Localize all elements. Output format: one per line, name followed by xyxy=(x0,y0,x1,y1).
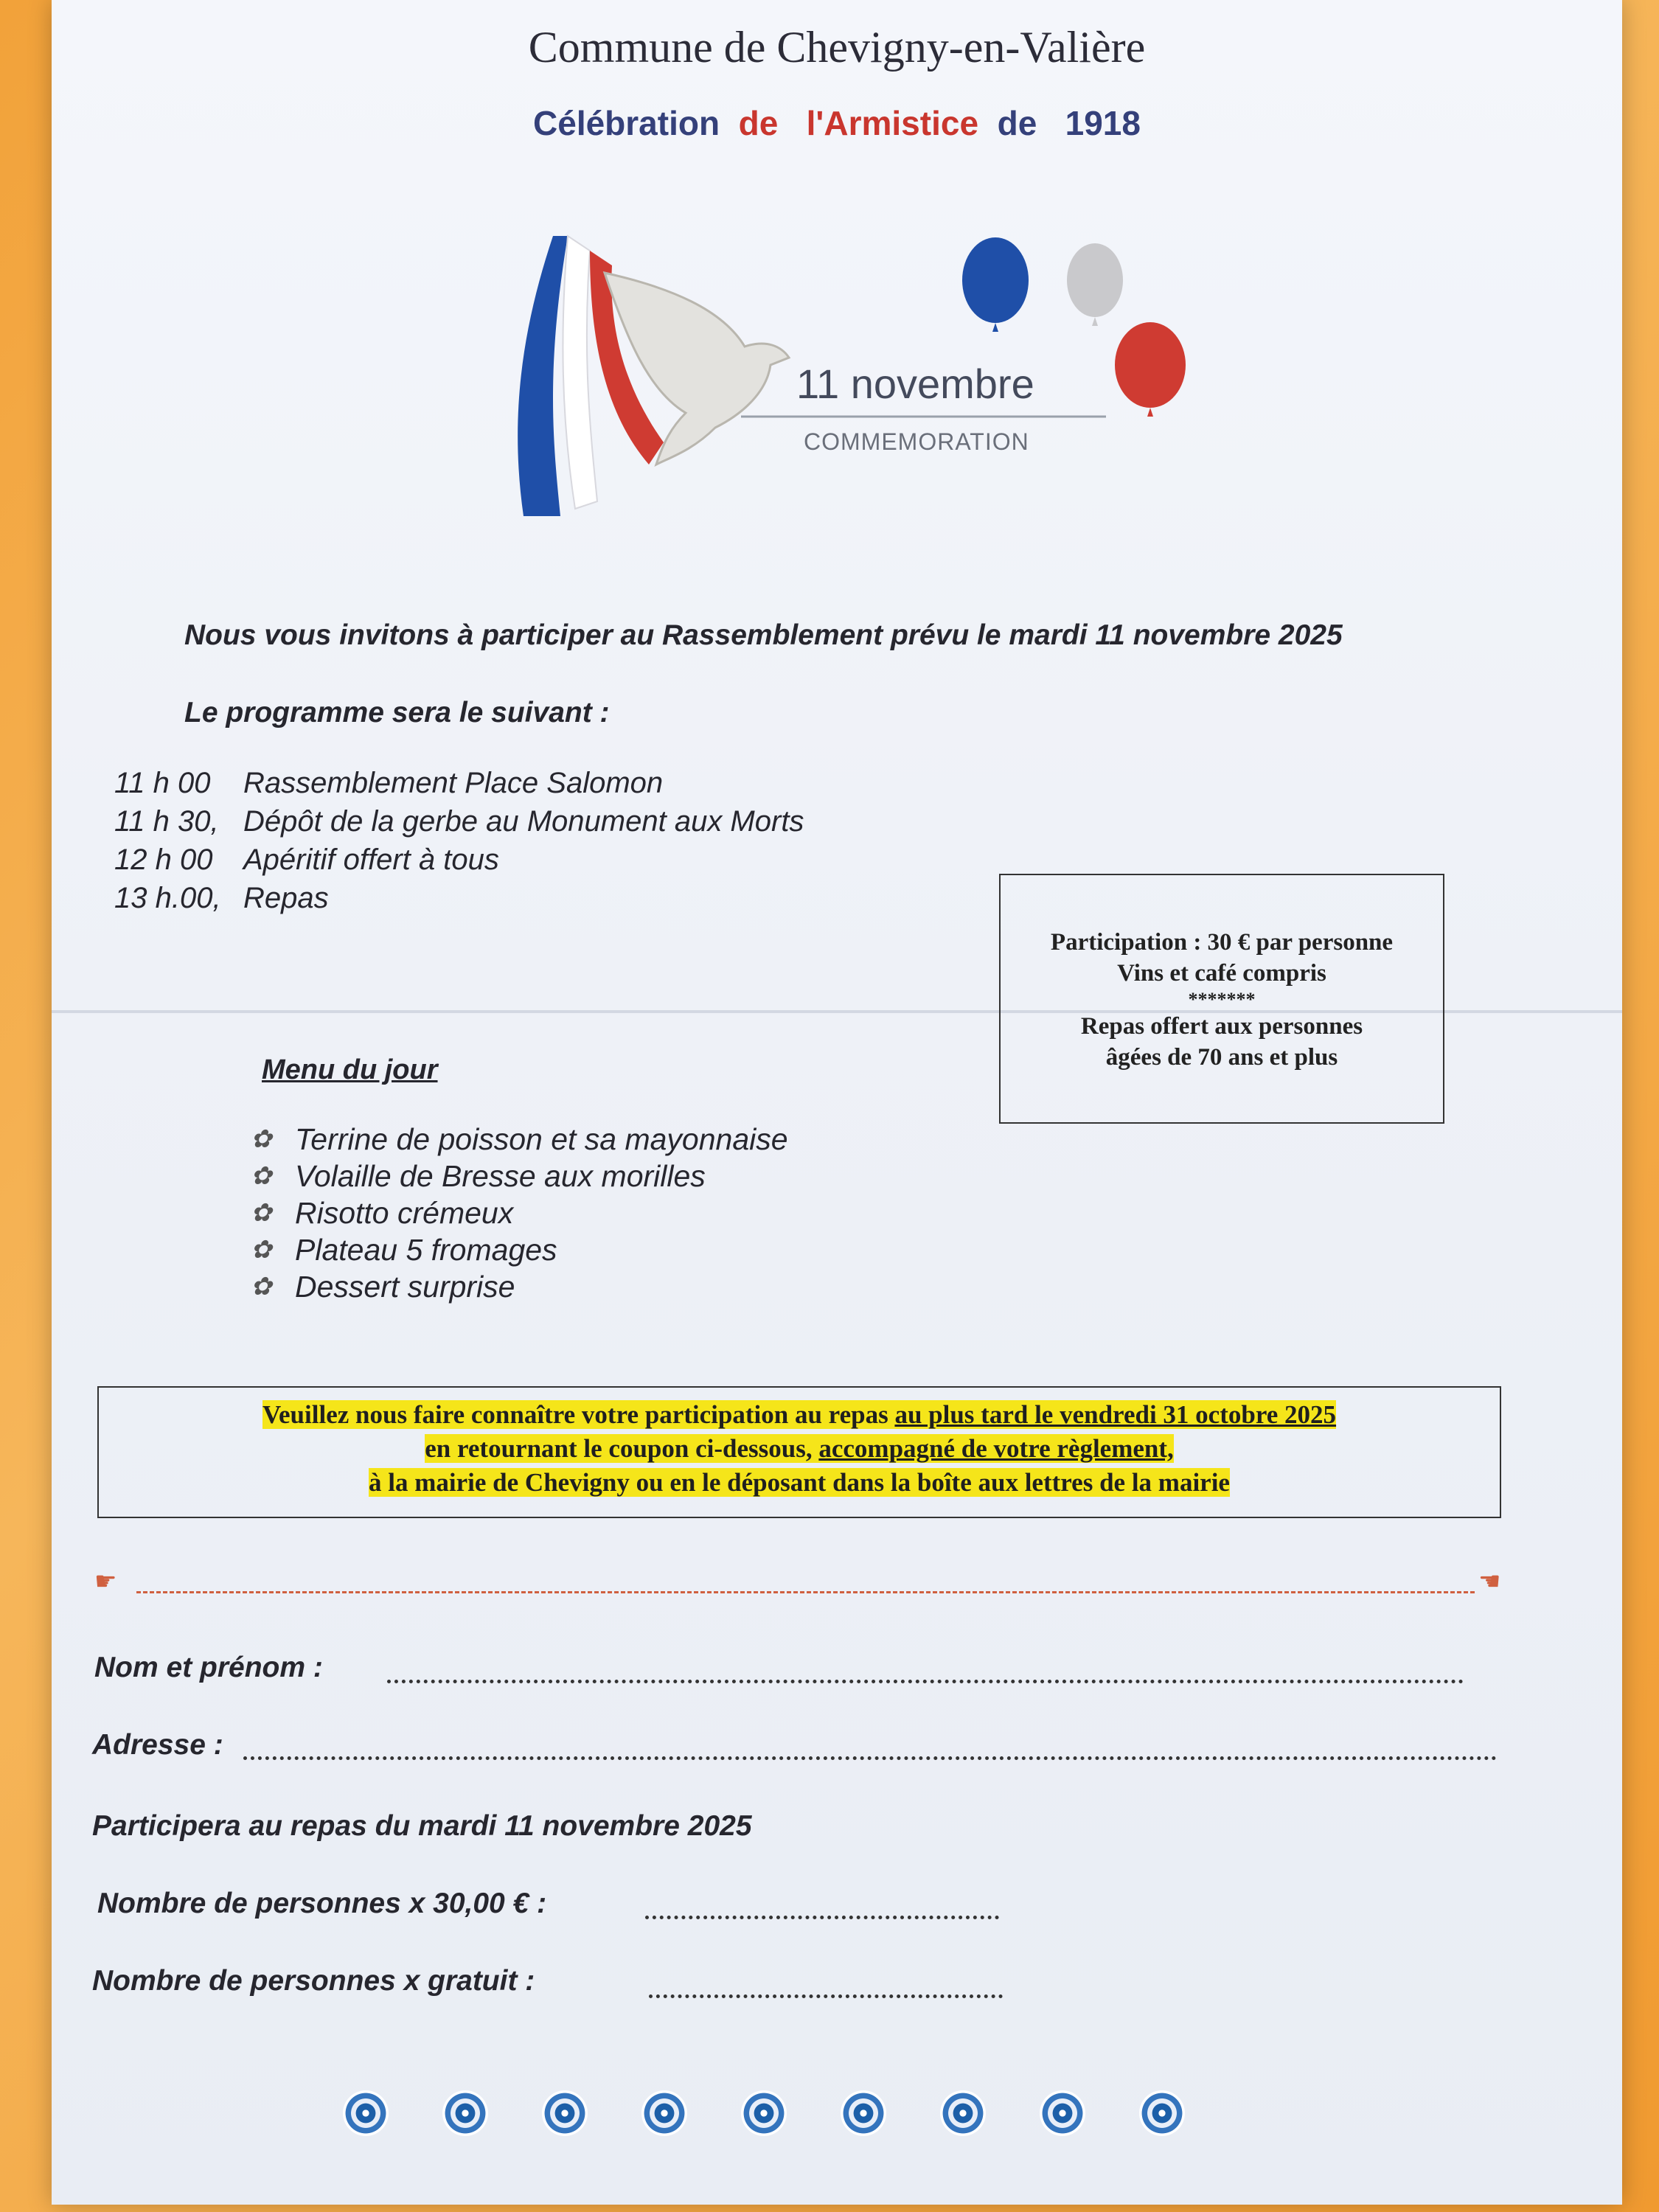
flower-bullet-icon: ✿ xyxy=(251,1125,272,1153)
balloon-blue-icon xyxy=(962,237,1029,323)
program-activity: Repas xyxy=(243,882,329,914)
notice-payment: accompagné de votre règlement, xyxy=(818,1434,1174,1463)
logo-date: 11 novembre xyxy=(796,361,1034,407)
balloon-silver-icon xyxy=(1067,243,1123,317)
flower-bullet-icon: ✿ xyxy=(251,1236,272,1264)
flower-bullet-icon: ✿ xyxy=(251,1199,272,1227)
program-list xyxy=(114,767,804,920)
page-title xyxy=(52,103,1622,143)
cockade-rosette-icon xyxy=(1139,2090,1185,2136)
free-persons-field[interactable] xyxy=(649,1994,1003,1998)
age-line: âgées de 70 ans et plus xyxy=(1105,1044,1338,1071)
commune-name: Commune de Chevigny-en-Valière xyxy=(528,23,1146,72)
flower-bullet-icon: ✿ xyxy=(251,1162,272,1190)
price-line: Participation : 30 € par personne xyxy=(1050,929,1394,956)
invitation-text: Nous vous invitons à participer au Rassemblement prévu le mardi 11 novembre 2025 xyxy=(184,619,1343,651)
logo-subtitle: COMMEMORATION xyxy=(804,428,1029,455)
menu-item-label: Plateau 5 fromages xyxy=(295,1232,557,1267)
title-word: Célébration xyxy=(533,104,720,142)
cockade-rosette-icon xyxy=(841,2090,886,2136)
flower-bullet-icon: ✿ xyxy=(251,1273,272,1301)
menu-item-label: Volaille de Bresse aux morilles xyxy=(295,1158,706,1193)
commemoration-logo xyxy=(479,221,1202,531)
notice-text: Veuillez nous faire connaître votre participation au repas xyxy=(262,1400,895,1429)
cockade-rosette-icon xyxy=(940,2090,986,2136)
cockade-rosette-icon xyxy=(741,2090,787,2136)
program-intro: Le programme sera le suivant : xyxy=(184,697,610,728)
included-line: Vins et café compris xyxy=(1117,960,1326,987)
program-time: 11 h 30, xyxy=(114,805,219,838)
title-word: de xyxy=(997,104,1037,142)
program-activity: Rassemblement Place Salomon xyxy=(243,767,664,799)
menu-title: Menu du jour xyxy=(262,1054,438,1085)
program-row xyxy=(114,767,804,805)
cut-line xyxy=(136,1591,1475,1593)
deadline-notice xyxy=(97,1386,1501,1518)
notice-text: en retournant le coupon ci-dessous, xyxy=(425,1434,819,1463)
paid-persons-label: Nombre de personnes x 30,00 € : xyxy=(97,1888,547,1919)
notice-text: à la mairie de Chevigny ou en le déposant dans la boîte aux lettres de la mairie xyxy=(369,1468,1230,1497)
cockade-rosette-icon xyxy=(1040,2090,1085,2136)
menu-item xyxy=(251,1268,788,1305)
logo-graphic xyxy=(479,221,1202,531)
flyer-page xyxy=(52,0,1622,2205)
paid-persons-field[interactable] xyxy=(645,1916,999,1919)
flag-ribbon-blue xyxy=(518,236,568,516)
title-word: 1918 xyxy=(1065,104,1141,142)
participation-statement: Participera au repas du mardi 11 novembre 2025 xyxy=(92,1810,752,1842)
pointing-hand-left-icon: ☚ xyxy=(1478,1568,1501,1596)
name-label: Nom et prénom : xyxy=(94,1652,323,1683)
program-activity: Dépôt de la gerbe au Monument aux Morts xyxy=(243,805,804,838)
program-time: 11 h 00 xyxy=(114,767,211,799)
notice-line-1 xyxy=(99,1398,1500,1432)
menu-item-label: Dessert surprise xyxy=(295,1269,515,1304)
program-row xyxy=(114,805,804,844)
program-activity: Apéritif offert à tous xyxy=(243,844,499,876)
program-time: 12 h 00 xyxy=(114,844,213,876)
menu-item-label: Terrine de poisson et sa mayonnaise xyxy=(295,1121,788,1156)
title-word: l'Armistice xyxy=(806,104,979,142)
menu-item-label: Risotto crémeux xyxy=(295,1195,514,1230)
cockade-rosette-icon xyxy=(442,2090,488,2136)
cockade-rosette-icon xyxy=(343,2090,389,2136)
cockade-rosette-icon xyxy=(641,2090,687,2136)
participation-box xyxy=(999,874,1444,1124)
notice-deadline: au plus tard le vendredi 31 octobre 2025 xyxy=(894,1400,1337,1429)
title-word: de xyxy=(738,104,779,142)
notice-line-2 xyxy=(99,1432,1500,1466)
menu-item xyxy=(251,1194,788,1231)
menu-list xyxy=(251,1121,788,1305)
address-field[interactable] xyxy=(243,1756,1497,1760)
free-persons-label: Nombre de personnes x gratuit : xyxy=(92,1965,535,1997)
program-row xyxy=(114,882,804,920)
notice-line-3 xyxy=(99,1466,1500,1500)
rosette-row xyxy=(343,2090,1185,2136)
program-row xyxy=(114,844,804,882)
balloon-red-icon xyxy=(1115,322,1186,408)
address-label: Adresse : xyxy=(92,1729,223,1761)
menu-item xyxy=(251,1121,788,1158)
menu-item xyxy=(251,1231,788,1268)
pointing-hand-right-icon: ☛ xyxy=(94,1568,117,1596)
name-field[interactable] xyxy=(387,1680,1464,1683)
program-time: 13 h.00, xyxy=(114,882,221,914)
cockade-rosette-icon xyxy=(542,2090,588,2136)
stars-separator: ******* xyxy=(1188,989,1256,1010)
free-meal-line: Repas offert aux personnes xyxy=(1080,1013,1363,1040)
menu-item xyxy=(251,1158,788,1194)
